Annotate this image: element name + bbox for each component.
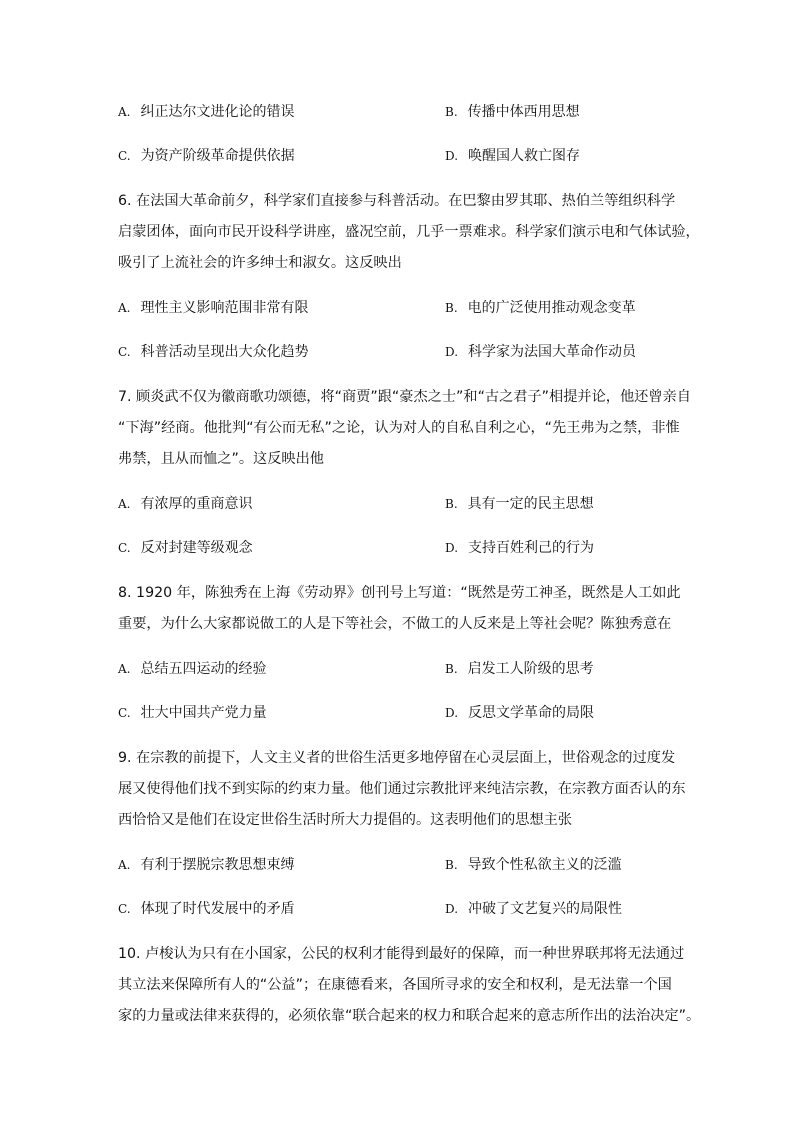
option-text: 科普活动呈现出大众化趋势 (140, 344, 309, 360)
option-letter: B. (445, 301, 458, 315)
option-letter: A. (118, 662, 131, 676)
option-text: 有利于摆脱宗教思想束缚 (140, 857, 295, 873)
option-text: 启发工人阶级的思考 (467, 661, 594, 677)
q6-option-a[interactable] (118, 296, 308, 320)
option-text: 体现了时代发展中的矛盾 (140, 901, 295, 917)
q9-option-a[interactable] (118, 853, 294, 877)
q7-options-row-2 (118, 536, 718, 560)
option-text: 为资产阶级革命提供依据 (140, 148, 295, 164)
option-letter: D. (445, 706, 459, 720)
q9-option-c[interactable] (118, 897, 295, 921)
option-text: 反对封建等级观念 (140, 540, 253, 556)
question-line: 其立法来保障所有人的“公益”；在康德看来，各国所寻求的安全和权利，是无法靠一个国 (118, 977, 672, 993)
question-line: 西恰恰又是他们在设定世俗生活时所大力提倡的。这表明他们的思想主张 (118, 812, 573, 828)
option-text: 传播中体西用思想 (467, 104, 580, 120)
q9-options-row-1 (118, 853, 718, 877)
option-letter: C. (118, 902, 131, 916)
option-letter: C. (118, 541, 131, 555)
option-letter: A. (118, 301, 131, 315)
question-line: 重要，为什么大家都说做工的人是下等社会，不做工的人反来是上等社会呢？陈独秀意在 (118, 616, 672, 632)
q6-option-c[interactable] (118, 340, 309, 364)
question-line: 吸引了上流社会的许多绅士和淑女。这反映出 (118, 255, 402, 271)
question-line: 6. 在法国大革命前夕，科学家们直接参与科普活动。在巴黎由罗其耶、热伯兰等组织科学 (118, 193, 676, 209)
option-letter: B. (445, 662, 458, 676)
option-text: 有浓厚的重商意识 (140, 496, 253, 512)
option-letter: B. (445, 858, 458, 872)
q9-option-d[interactable] (445, 897, 622, 921)
question-6-stem (118, 186, 700, 279)
option-text: 反思文学革命的局限 (468, 705, 595, 721)
option-text: 冲破了文艺复兴的局限性 (468, 901, 623, 917)
question-line: 7. 顾炎武不仅为徽商歌功颂德，将“商贾”跟“豪杰之士”和“古之君子”相提并论，他还曾亲自 (118, 389, 691, 405)
question-9-stem (118, 743, 686, 836)
q7-option-a[interactable] (118, 492, 252, 516)
q6-options-row-2 (118, 340, 718, 364)
question-7-stem (118, 382, 691, 475)
option-text: 唤醒国人救亡图存 (468, 148, 581, 164)
option-letter: A. (118, 858, 131, 872)
q8-option-a[interactable] (118, 657, 266, 681)
question-line: “下海”经商。他批判“有公而无私”之论，认为对人的自私自利之心，“先王弗为之禁，非惟 (118, 420, 680, 436)
option-letter: B. (445, 105, 458, 119)
option-letter: C. (118, 345, 131, 359)
q6-option-d[interactable] (445, 340, 636, 364)
option-text: 具有一定的民主思想 (467, 496, 594, 512)
q6-options-row-1 (118, 296, 718, 320)
option-text: 壮大中国共产党力量 (140, 705, 267, 721)
option-letter: D. (445, 345, 459, 359)
option-letter: D. (445, 149, 459, 163)
q5-option-d[interactable] (445, 144, 580, 168)
q8-option-c[interactable] (118, 701, 267, 725)
q8-options-row-1 (118, 657, 718, 681)
question-line: 展又使得他们找不到实际的约束力量。他们通过宗教批评来纯洁宗教，在宗教方面否认的东 (118, 781, 686, 797)
question-line: 9. 在宗教的前提下，人文主义者的世俗生活更多地停留在心灵层面上，世俗观念的过度发 (118, 750, 676, 766)
q5-option-b[interactable] (445, 100, 580, 124)
q8-option-b[interactable] (445, 657, 594, 681)
question-line: 10. 卢梭认为只有在小国家，公民的权利才能得到最好的保障，而一种世界联邦将无法通过 (118, 946, 685, 962)
option-letter: C. (118, 149, 131, 163)
q5-options-row-1 (118, 100, 718, 124)
option-letter: C. (118, 706, 131, 720)
q7-option-d[interactable] (445, 536, 594, 560)
question-line: 家的力量或法律来获得的，必须依靠“联合起来的权力和联合起来的意志所作出的法治决定”。 (118, 1008, 701, 1024)
q9-options-row-2 (118, 897, 718, 921)
question-line: 启蒙团体，面向市民开设科学讲座，盛况空前，几乎一票难求。科学家们演示电和气体试验， (118, 224, 700, 240)
option-letter: D. (445, 541, 459, 555)
q8-options-row-2 (118, 701, 718, 725)
option-text: 支持百姓利己的行为 (468, 540, 595, 556)
option-letter: A. (118, 105, 131, 119)
q7-option-c[interactable] (118, 536, 253, 560)
question-8-stem (118, 578, 682, 640)
option-text: 总结五四运动的经验 (140, 661, 267, 677)
question-line: 8. 1920 年，陈独秀在上海《劳动界》创刊号上写道：“既然是劳工神圣，既然是人工如此 (118, 585, 681, 601)
q5-option-c[interactable] (118, 144, 295, 168)
q6-option-b[interactable] (445, 296, 636, 320)
option-text: 导致个性私欲主义的泛滥 (467, 857, 622, 873)
option-letter: D. (445, 902, 459, 916)
question-10-stem (118, 939, 701, 1032)
q8-option-d[interactable] (445, 701, 594, 725)
q7-options-row-1 (118, 492, 718, 516)
option-text: 纠正达尔文进化论的错误 (140, 104, 295, 120)
option-text: 电的广泛使用推动观念变革 (467, 300, 636, 316)
question-line: 弗禁，且从而恤之”。这反映出他 (118, 451, 324, 467)
option-letter: B. (445, 497, 458, 511)
q5-options-row-2 (118, 144, 718, 168)
option-text: 理性主义影响范围非常有限 (140, 300, 309, 316)
option-text: 科学家为法国大革命作动员 (468, 344, 637, 360)
option-letter: A. (118, 497, 131, 511)
q5-option-a[interactable] (118, 100, 294, 124)
q7-option-b[interactable] (445, 492, 594, 516)
q9-option-b[interactable] (445, 853, 622, 877)
